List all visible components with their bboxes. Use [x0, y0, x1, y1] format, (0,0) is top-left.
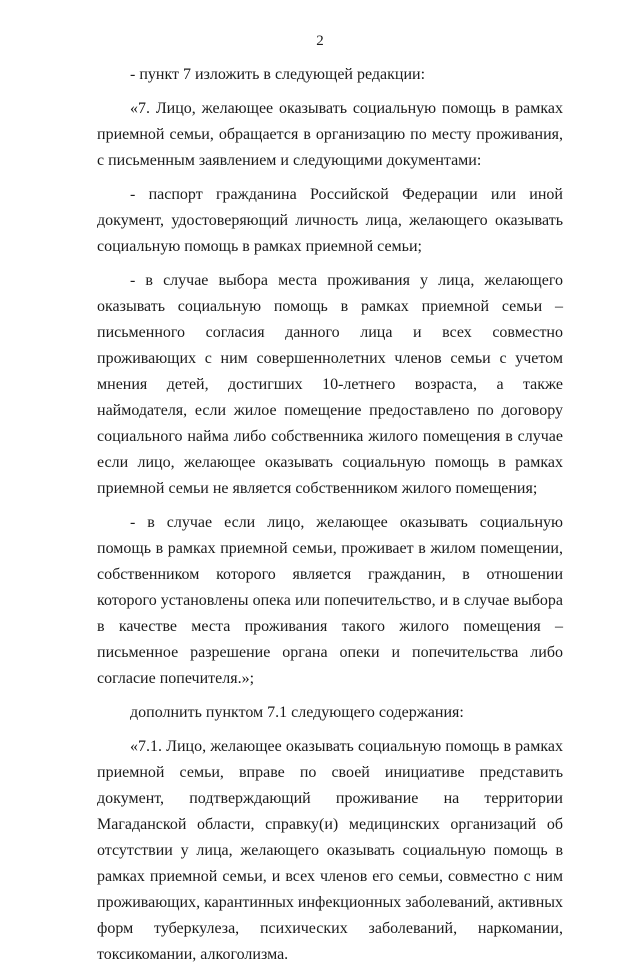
document-body: [97, 62, 563, 968]
paragraph-residence-consent: - в случае выбора места проживания у лица, желающего оказывать социальную помощь в рамках приемной семьи – письменного согласия данного лица и всех совместно проживающих с ним совершеннолетних членов семьи с учетом мнения детей, достигших 10-летнего возраста, а также наймодателя, если жилое помещение предоставлено по договору социального найма либо собственника жилого помещения в случае если лицо, желающее оказывать социальную помощь в рамках приемной семьи не является собственником жилого помещения;: [97, 272, 563, 497]
page-number: 2: [316, 33, 324, 49]
paragraph-guardianship: - в случае если лицо, желающее оказывать социальную помощь в рамках приемной семьи, проживает в жилом помещении, собственником которого является гражданин, в отношении которого установлены опека или попечительство, и в случае выбора в качестве места проживания такого жилого помещения – письменное разрешение органа опеки и попечительства либо согласие попечителя.»;: [97, 514, 563, 687]
paragraph-item-7-1: «7.1. Лицо, желающее оказывать социальную помощь в рамках приемной семьи, вправе по своей инициативе представить документ, подтверждающий проживание на территории Магаданской области, справку(и) медицинских организаций об отсутствии у лица, желающего оказывать социальную помощь в рамках приемной семьи, и всех членов его семьи, совместно с ним проживающих, карантинных инфекционных заболеваний, активных форм туберкулеза, психических заболеваний, наркомании, токсикомании, алкоголизма.: [97, 738, 563, 963]
paragraph-add-item-7-1: дополнить пунктом 7.1 следующего содержания:: [130, 704, 464, 721]
paragraph-item-7: «7. Лицо, желающее оказывать социальную помощь в рамках приемной семьи, обращается в организацию по месту проживания, с письменным заявлением и следующими документами:: [97, 100, 563, 169]
paragraph-amend-item-7: - пункт 7 изложить в следующей редакции:: [130, 66, 426, 83]
paragraph-passport: - паспорт гражданина Российской Федерации или иной документ, удостоверяющий личность лица, желающего оказывать социальную помощь в рамках приемной семьи;: [97, 186, 563, 255]
